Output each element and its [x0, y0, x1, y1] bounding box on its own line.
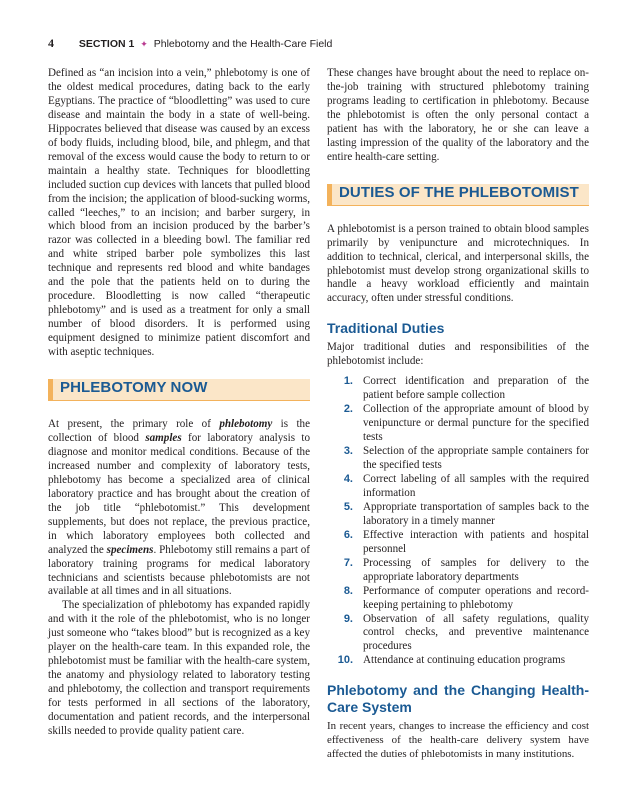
list-item-text: Appropriate transportation of samples back to the laboratory in a timely manner: [363, 500, 589, 527]
section-heading: DUTIES OF THE PHLEBOTOMIST: [339, 183, 579, 201]
text-run: is the collection of blood: [48, 418, 311, 444]
list-number: 3.: [343, 445, 353, 458]
list-item: [327, 654, 589, 668]
specialization-paragraph: The specialization of phlebotomy has expanded rapidly and with it the role of the phlebotomist, who is no longer just someone who “takes blood” but is recognized as a key player on the health-care team. In this expanded role, the phlebotomist must be familiar with the health-care system, the anatomy and physiology related to laboratory testing and phlebotomy, the collection and transport requirements for tests performed in all sections of the laboratory, documentation and patient records, and the interpersonal skills needed to provide quality patient care.: [48, 599, 310, 737]
list-number: 9.: [343, 612, 353, 625]
list-number: 4.: [343, 472, 353, 485]
text-run: . Phlebotomy still remains a part of laboratory training programs for medical laboratory technicians and scientists because phlebotomists are not available at all times and in all situations.: [48, 543, 310, 598]
list-number: 5.: [343, 500, 353, 513]
section-label: SECTION 1: [78, 38, 135, 50]
list-number: 1.: [343, 375, 353, 388]
list-item: [327, 473, 589, 501]
heading-accent-bar: [327, 184, 332, 206]
list-item-text: Collection of the appropriate amount of blood by venipuncture or dermal puncture for the specified tests: [363, 403, 589, 444]
list-item: [327, 445, 589, 473]
list-item: [327, 613, 589, 655]
list-number: 7.: [343, 556, 353, 569]
list-number: 6.: [343, 528, 353, 541]
list-item-text: Observation of all safety regulations, quality control checks, and preventive maintenance procedures: [363, 612, 589, 653]
changing-system-paragraph: In recent years, changes to increase the efficiency and cost effectiveness of the health-care delivery system have affected the duties of phlebotomists in many institutions.: [327, 720, 589, 761]
list-item-text: Performance of computer operations and record-keeping pertaining to phlebotomy: [363, 584, 589, 611]
section-heading: PHLEBOTOMY NOW: [60, 379, 208, 397]
list-item: [327, 501, 589, 529]
right-column: [327, 67, 589, 762]
section-heading-box: [48, 379, 310, 401]
section-heading-box: [327, 184, 589, 206]
duties-paragraph: A phlebotomist is a person trained to obtain blood samples primarily by venipuncture and microtechniques. In addition to technical, clerical, and interpersonal skills, the phlebotomist must develop strong organizational skills to handle a heavy workload efficiently and maintain accuracy, often under stressful conditions.: [327, 222, 589, 305]
traditional-duties-intro: Major traditional duties and responsibilities of the phlebotomist include:: [327, 341, 589, 368]
list-item-text: Attendance at continuing education programs: [363, 654, 566, 667]
list-item: [327, 403, 589, 445]
list-item-text: Processing of samples for delivery to the appropriate laboratory departments: [363, 556, 589, 583]
intro-paragraph: Defined as “an incision into a vein,” phlebotomy is one of the oldest medical procedures, dating back to the early Egyptians. The practice of “bloodletting” was used to cure disease and maintain the body in a state of well-being. Hippocrates believed that disease was caused by an excess of body fluids, including blood, bile, and phlegm, and that removal of the excess would cause the body to return to or maintain a healthy state. Techniques for bloodletting included suction cup devices with lancets that pulled blood from the incision; the application of blood-sucking worms, called “leeches,” to an incision; and barber surgery, in which blood from an incision produced by the barber’s razor was collected in a bleeding bowl. The familiar red and white striped barber pole symbolizes this last technique and represents red blood and white bandages and the pole that the patients held on to during the procedure. Bloodletting is now called “therapeutic phlebotomy” and is used as a treatment for only a small number of blood disorders. It is performed using equipment designed to minimize patient discomfort and with aseptic techniques.: [48, 67, 310, 359]
list-number: 8.: [343, 584, 353, 597]
list-item: [327, 557, 589, 585]
key-term: specimens: [106, 543, 154, 556]
key-term: phlebotomy: [219, 418, 273, 431]
heading-underline: [327, 205, 589, 206]
subheading-traditional-duties: Traditional Duties: [327, 320, 445, 337]
list-item-text: Correct identification and preparation of the patient before sample collection: [363, 375, 589, 402]
diamond-icon: ✦: [140, 39, 148, 49]
list-item: [327, 585, 589, 613]
list-number: 10.: [337, 654, 353, 667]
page-number: 4: [48, 36, 54, 50]
left-column: [48, 67, 310, 739]
list-number: 2.: [343, 403, 353, 416]
heading-underline: [48, 400, 310, 401]
key-term: samples: [145, 431, 182, 444]
heading-accent-bar: [48, 379, 53, 401]
text-run: for laboratory analysis to diagnose and monitor medical conditions. Because of the increased number and complexity of laboratory tests, phlebotomy has become a specialized area of clinical laboratory practice and has brought about the creation of the job title “phlebotomist.” This development supplements, but does not replace, the previous practice, in which laboratory employees both collected and analyzed the: [48, 431, 310, 556]
list-item: [327, 529, 589, 557]
running-header: [48, 36, 608, 54]
changes-paragraph: These changes have brought about the need to replace on-the-job training with structured phlebotomy training programs leading to certification in phlebotomy. Because the phlebotomist is often the only personal contact a patient has with the laboratory, he or she can leave a lasting impression of the quality of the laboratory and the entire health-care setting.: [327, 67, 589, 163]
phlebotomy-now-paragraph: [48, 418, 310, 599]
list-item-text: Selection of the appropriate sample containers for the specified tests: [363, 445, 589, 472]
list-item: [327, 375, 589, 403]
subheading-changing-system: Phlebotomy and the Changing Health-Care System: [327, 682, 589, 716]
list-item-text: Effective interaction with patients and hospital personnel: [363, 528, 589, 555]
text-run: At present, the primary role of: [48, 418, 220, 431]
chapter-title: Phlebotomy and the Health-Care Field: [153, 38, 333, 50]
duties-list: [327, 375, 589, 668]
list-item-text: Correct labeling of all samples with the required information: [363, 472, 589, 499]
